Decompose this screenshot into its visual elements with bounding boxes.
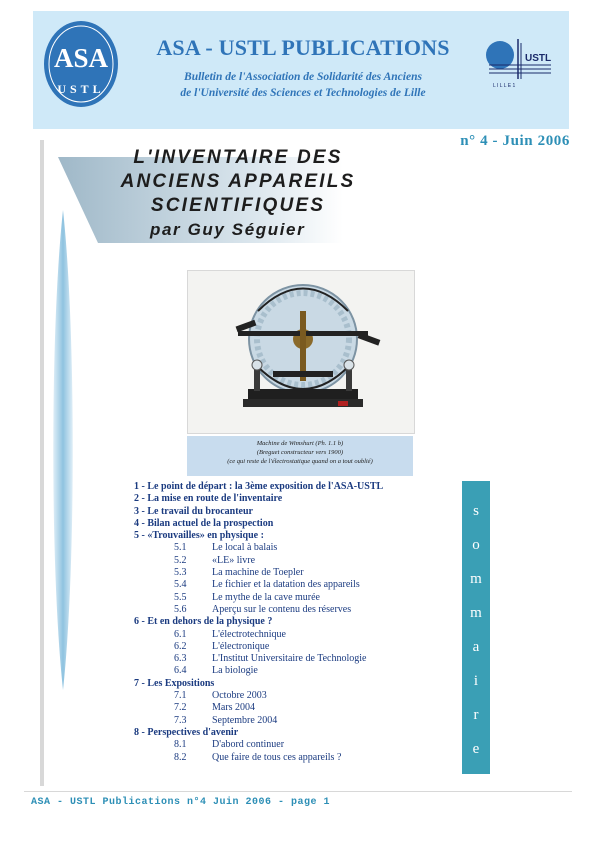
toc-subsection-number: 5.5 xyxy=(174,591,187,603)
toc-subsection xyxy=(134,579,464,591)
publication-subtitle-line1: Bulletin de l'Association de Solidarité des Anciens xyxy=(184,71,422,83)
toc-subsection-title: L'électronique xyxy=(212,640,270,652)
toc-subsection-title: La biologie xyxy=(212,665,258,677)
sommaire-letter: a xyxy=(472,639,480,655)
sommaire-letter: o xyxy=(472,537,480,553)
toc-subsection xyxy=(134,653,464,665)
toc-subsection-number: 7.3 xyxy=(174,714,187,726)
article-title xyxy=(98,146,378,218)
toc-subsection xyxy=(134,604,464,616)
publication-subtitle-line2: de l'Université des Sciences et Technologies de Lille xyxy=(180,87,426,99)
issue-number: n° 4 - Juin 2006 xyxy=(460,133,570,149)
toc-subsection-title: Le mythe de la cave murée xyxy=(212,591,320,603)
toc-section-heading: 8 - Perspectives d'avenir xyxy=(134,726,239,738)
toc-subsection-title: Mars 2004 xyxy=(212,702,256,714)
caption-line1: Machine de Wimshurt (Ph. 1.1 b) xyxy=(256,440,344,447)
toc-subsection-title: Le fichier et la datation des appareils xyxy=(212,579,360,591)
caption-line3: (ce qui reste de l'électrostatique quand on a tout oublié) xyxy=(227,458,373,465)
svg-text:USTL: USTL xyxy=(57,82,105,96)
toc-subsection xyxy=(134,542,464,554)
toc-subsection-title: L'électrotechnique xyxy=(212,628,286,640)
toc-subsection xyxy=(134,752,464,764)
svg-text:ASA: ASA xyxy=(53,43,109,73)
article-title-line3: SCIENTIFIQUES xyxy=(150,195,326,216)
article-title-line1: L'INVENTAIRE DES xyxy=(133,147,343,168)
toc-subsection-number: 5.3 xyxy=(174,567,187,579)
sommaire-letter: m xyxy=(470,571,482,587)
toc-subsection-title: Octobre 2003 xyxy=(212,690,267,702)
toc-subsection-number: 6.2 xyxy=(174,640,187,652)
toc-subsection-number: 5.2 xyxy=(174,554,187,566)
toc-section-heading: 2 - La mise en route de l'inventaire xyxy=(134,493,283,505)
table-of-contents xyxy=(134,481,464,764)
toc-subsection-number: 5.6 xyxy=(174,603,187,615)
page-footer: ASA - USTL Publications n°4 Juin 2006 - page 1 xyxy=(31,797,331,808)
toc-subsection-number: 5.4 xyxy=(174,579,187,591)
wimshurst-machine-photo xyxy=(187,270,415,434)
sommaire-label xyxy=(462,481,490,774)
toc-subsection-title: Septembre 2004 xyxy=(212,714,278,726)
toc-subsection xyxy=(134,715,464,727)
toc-subsection-title: La machine de Toepler xyxy=(212,567,304,579)
sommaire-letter: i xyxy=(473,673,479,689)
toc-subsection-number: 8.1 xyxy=(174,739,187,751)
toc-subsection xyxy=(134,555,464,567)
toc-section-heading: 5 - «Trouvailles» en physique : xyxy=(134,530,264,542)
toc-subsection-title: Aperçu sur le contenu des réserves xyxy=(212,603,352,615)
sommaire-letter: s xyxy=(473,503,479,519)
svg-text:L I L L E 1: L I L L E 1 xyxy=(493,83,516,89)
toc-section-heading: 3 - Le travail du brocanteur xyxy=(134,505,253,517)
toc-subsection xyxy=(134,702,464,714)
toc-section-heading: 6 - Et en dehors de la physique ? xyxy=(134,616,273,628)
toc-subsection-number: 8.2 xyxy=(174,751,187,763)
toc-subsection xyxy=(134,641,464,653)
toc-subsection xyxy=(134,592,464,604)
toc-section-heading: 4 - Bilan actuel de la prospection xyxy=(134,517,274,529)
left-rule xyxy=(40,140,44,786)
toc-subsection xyxy=(134,567,464,579)
toc-subsection xyxy=(134,739,464,751)
decorative-spindle xyxy=(50,210,76,690)
toc-section-heading: 7 - Les Expositions xyxy=(134,677,215,689)
wimshurst-machine-illustration xyxy=(188,271,414,433)
toc-subsection-title: D'abord continuer xyxy=(212,739,285,751)
header-banner xyxy=(33,11,569,129)
toc-subsection xyxy=(134,690,464,702)
toc-subsection-title: L'Institut Universitaire de Technologie xyxy=(212,653,367,665)
sommaire-letter: r xyxy=(473,707,479,723)
toc-subsection-number: 6.1 xyxy=(174,628,187,640)
toc-subsection-number: 7.2 xyxy=(174,702,187,714)
article-title-line2: ANCIENS APPAREILS xyxy=(120,171,356,192)
toc-subsection-title: Le local à balais xyxy=(212,542,278,554)
toc-subsection-title: Que faire de tous ces appareils ? xyxy=(212,751,342,763)
sommaire-letter: e xyxy=(472,741,480,757)
toc-subsection xyxy=(134,665,464,677)
toc-subsection-number: 6.4 xyxy=(174,665,187,677)
toc-subsection-number: 6.3 xyxy=(174,653,187,665)
toc-subsection-number: 5.1 xyxy=(174,542,187,554)
toc-subsection xyxy=(134,629,464,641)
caption-line2: (Breguet constructeur vers 1900) xyxy=(256,449,344,456)
toc-section-heading: 1 - Le point de départ : la 3ème exposition de l'ASA-USTL xyxy=(134,481,384,492)
svg-text:USTL: USTL xyxy=(525,53,552,64)
ustl-logo xyxy=(485,35,555,91)
photo-caption xyxy=(187,436,413,476)
publication-title: ASA - USTL PUBLICATIONS xyxy=(156,35,450,60)
toc-subsection-title: «LE» livre xyxy=(212,554,256,566)
article-author: par Guy Séguier xyxy=(150,220,306,239)
sommaire-letter: m xyxy=(470,605,482,621)
footer-divider xyxy=(24,791,572,792)
toc-subsection-number: 7.1 xyxy=(174,690,187,702)
